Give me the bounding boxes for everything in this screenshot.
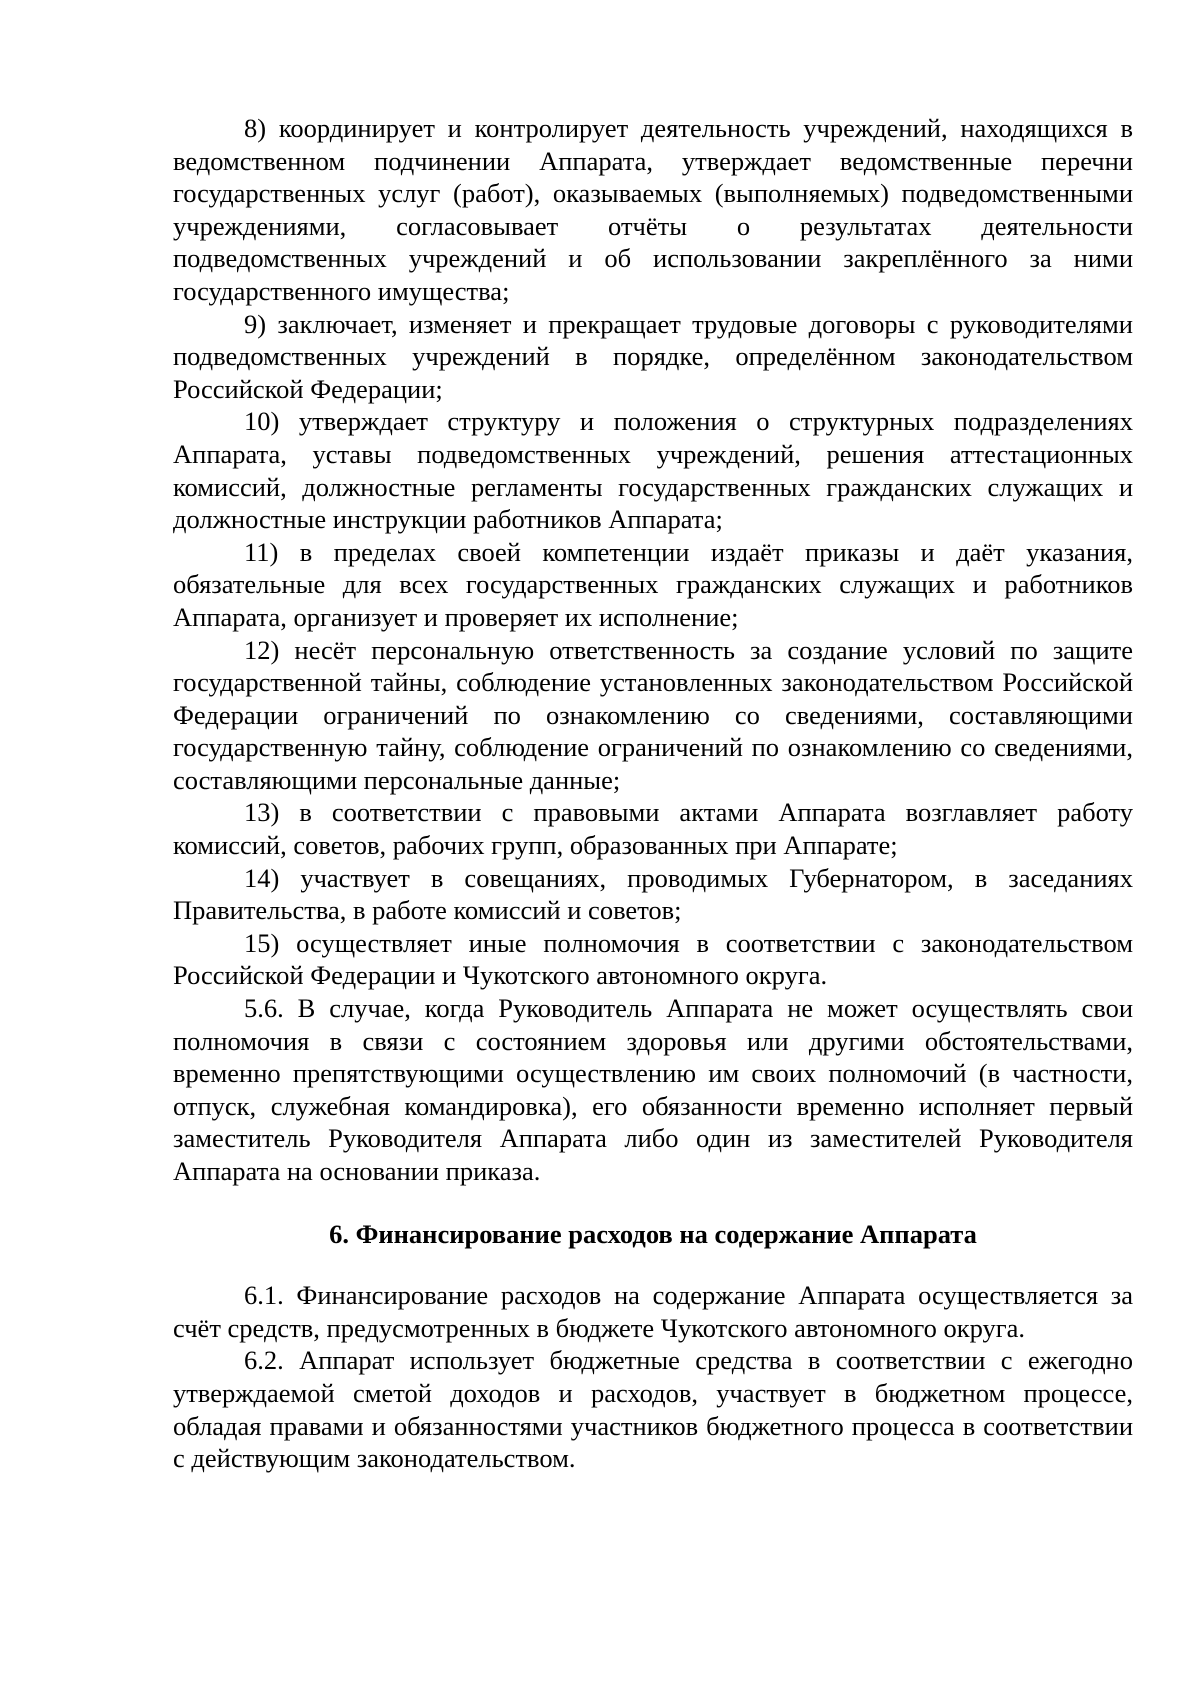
paragraph-item-15: 15) осуществляет иные полномочия в соответствии с законодательством Российской Федерации и Чукотского автономного округа. bbox=[173, 927, 1133, 991]
paragraph-item-9: 9) заключает, изменяет и прекращает трудовые договоры с руководителями подведомственных учреждений в порядке, определённом законодательством Российской Федерации; bbox=[173, 308, 1133, 404]
paragraph-6-2: 6.2. Аппарат использует бюджетные средства в соответствии с ежегодно утверждаемой сметой доходов и расходов, участвует в бюджетном процессе, обладая правами и обязанностями участников бюджетного процесса в соответствии с действующим законодательством. bbox=[173, 1345, 1133, 1474]
paragraph-5-6: 5.6. В случае, когда Руководитель Аппарата не может осуществлять свои полномочия в связи с состоянием здоровья или другими обстоятельствами, временно препятствующими осуществлению им своих полномочий (в частности, отпуск, служебная командировка), его обязанности временно исполняет первый заместитель Руководителя Аппарата либо один из заместителей Руководителя Аппарата на основании приказа. bbox=[173, 993, 1133, 1186]
paragraph-6-1: 6.1. Финансирование расходов на содержание Аппарата осуществляется за счёт средств, предусмотренных в бюджете Чукотского автономного округа. bbox=[173, 1280, 1133, 1343]
paragraph-item-12: 12) несёт персональную ответственность за создание условий по защите государственной тайны, соблюдение установленных законодательством Российской Федерации ограничений по ознакомлению со сведениями, составляющими государственную тайну, соблюдение ограничений по ознакомлению со сведениями, составляющими персональные данные; bbox=[173, 634, 1133, 795]
paragraph-item-8: 8) координирует и контролирует деятельность учреждений, находящихся в ведомственном подчинении Аппарата, утверждает ведомственные перечни государственных услуг (работ), оказываемых (выполняемых) подведомственными учреждениями, согласовывает отчёты о результатах деятельности подведомственных учреждений и об использовании закреплённого за ними государственного имущества; bbox=[173, 113, 1133, 306]
paragraph-item-13: 13) в соответствии с правовыми актами Аппарата возглавляет работу комиссий, советов, рабочих групп, образованных при Аппарате; bbox=[173, 797, 1133, 861]
document-body bbox=[173, 112, 1133, 1475]
paragraph-item-10: 10) утверждает структуру и положения о структурных подразделениях Аппарата, уставы подведомственных учреждений, решения аттестационных комиссий, должностные регламенты государственных гражданских служащих и должностные инструкции работников Аппарата; bbox=[173, 406, 1133, 535]
section-heading: 6. Финансирование расходов на содержание Аппарата bbox=[329, 1218, 977, 1249]
paragraph-item-11: 11) в пределах своей компетенции издаёт приказы и даёт указания, обязательные для всех государственных гражданских служащих и работников Аппарата, организует и проверяет их исполнение; bbox=[173, 536, 1133, 632]
paragraph-item-14: 14) участвует в совещаниях, проводимых Губернатором, в заседаниях Правительства, в работе комиссий и советов; bbox=[173, 862, 1133, 926]
